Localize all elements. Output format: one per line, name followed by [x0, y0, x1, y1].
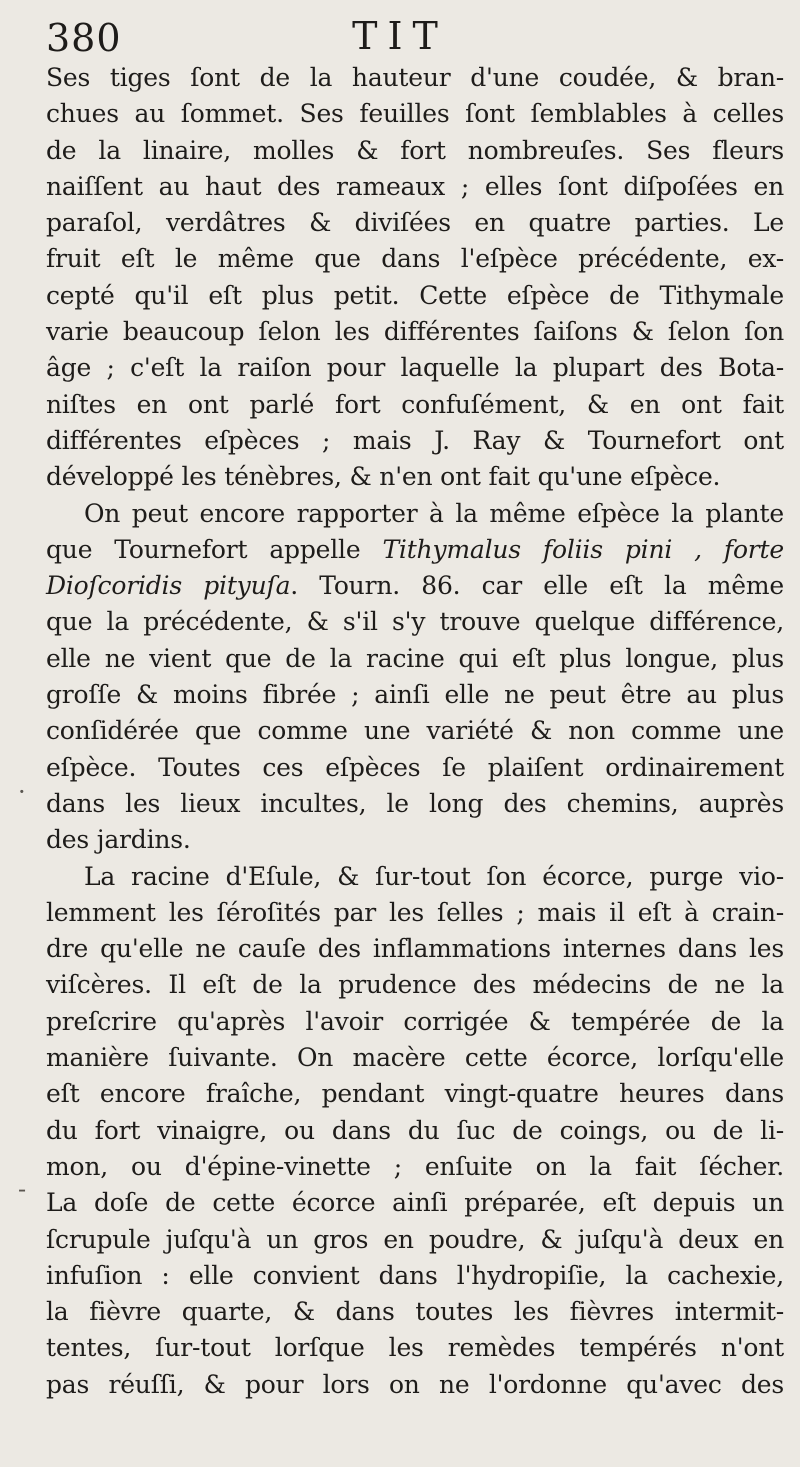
text-line: [46, 459, 784, 495]
text-segment: de la linaire, molles & fort nombreuſes. Ses fleurs: [46, 135, 784, 165]
text-line: [46, 1185, 784, 1221]
text-segment: La doſe de cette écorce ainſi préparée, eſt depuis un: [46, 1188, 784, 1218]
text-segment: ſcrupule juſqu'à un gros en poudre, & juſqu'à deux en: [46, 1224, 784, 1254]
text-line: [46, 677, 784, 713]
text-segment: des jardins.: [46, 825, 191, 855]
text-line: [46, 859, 784, 895]
text-line: [46, 1076, 784, 1112]
text-line: [46, 205, 784, 241]
text-line: [46, 1149, 784, 1185]
text-segment: naiſſent au haut des rameaux ; elles ſont diſpoſées en: [46, 171, 784, 201]
text-line: [46, 387, 784, 423]
text-segment: chues au ſommet. Ses feuilles ſont ſemblables à celles: [46, 99, 784, 129]
text-segment: conſidérée que comme une variété & non comme une: [46, 716, 784, 746]
text-line: [46, 1294, 784, 1330]
text-line: [46, 496, 784, 532]
text-line: [46, 241, 784, 277]
text-line: [46, 532, 784, 568]
text-line: [46, 604, 784, 640]
text-line: [46, 1040, 784, 1076]
margin-mark: -: [18, 1175, 27, 1203]
italic-latin-name: Dioſcoridis pityuſa: [46, 571, 291, 601]
text-segment: dans les lieux incultes, le long des chemins, auprès: [46, 788, 784, 818]
text-segment: développé les ténèbres, & n'en ont fait qu'une eſpèce.: [46, 462, 721, 492]
text-segment: manière ſuivante. On macère cette écorce, lorſqu'elle: [46, 1043, 784, 1073]
text-line: [46, 1113, 784, 1149]
text-line: [46, 1004, 784, 1040]
text-segment: On peut encore rapporter à la même eſpèce la plante: [84, 498, 784, 528]
text-segment: pas réuſſi, & pour lors on ne l'ordonne qu'avec des: [46, 1369, 784, 1399]
text-segment: varie beaucoup ſelon les différentes ſaiſons & ſelon ſon: [46, 317, 784, 347]
text-segment: âge ; c'eſt la raiſon pour laquelle la plupart des Bota-: [46, 353, 784, 383]
text-line: [46, 641, 784, 677]
text-line: [46, 350, 784, 386]
text-segment: dre qu'elle ne cauſe des inflammations internes dans les: [46, 934, 784, 964]
text-line: [46, 967, 784, 1003]
text-line: [46, 568, 784, 604]
italic-latin-name: Tithymalus foliis pini , forte: [382, 534, 784, 564]
text-line: [46, 750, 784, 786]
text-segment: elle ne vient que de la racine qui eſt plus longue, plus: [46, 643, 784, 673]
body-text: [46, 60, 784, 1403]
text-segment: Ses tiges ſont de la hauteur d'une coudée, & bran-: [46, 63, 784, 92]
text-segment: que Tournefort appelle: [46, 534, 383, 564]
text-line: [46, 314, 784, 350]
text-segment: tentes, ſur-tout lorſque les remèdes tempérés n'ont: [46, 1333, 784, 1363]
page-number: 380: [46, 16, 122, 60]
text-segment: eſpèce. Toutes ces eſpèces ſe plaiſent ordinairement: [46, 752, 784, 782]
text-line: [46, 1330, 784, 1366]
text-segment: fruit eſt le même que dans l'eſpèce précédente, ex-: [46, 244, 784, 274]
text-line: [46, 60, 784, 96]
text-line: [46, 133, 784, 169]
text-segment: mon, ou d'épine-vinette ; enſuite on la fait ſécher.: [46, 1151, 784, 1181]
text-line: [46, 423, 784, 459]
text-segment: paraſol, verdâtres & diviſées en quatre parties. Le: [46, 208, 784, 238]
text-line: [46, 713, 784, 749]
text-segment: infuſion : elle convient dans l'hydropiſie, la cachexie,: [46, 1260, 784, 1290]
text-segment: différentes eſpèces ; mais J. Ray & Tournefort ont: [46, 425, 784, 455]
text-line: [46, 96, 784, 132]
text-line: [46, 169, 784, 205]
text-segment: niſtes en ont parlé fort confuſément, & en ont fait: [46, 389, 784, 419]
text-line: [46, 786, 784, 822]
text-segment: lemment les ſéroſités par les ſelles ; mais il eſt à crain-: [46, 897, 784, 927]
text-segment: groſſe & moins fibrée ; ainſi elle ne peut être au plus: [46, 680, 784, 710]
text-segment: La racine d'Eſule, & ſur-tout ſon écorce, purge vio-: [84, 861, 784, 891]
text-segment: viſcères. Il eſt de la prudence des médecins de ne la: [46, 970, 784, 1000]
text-segment: cepté qu'il eſt plus petit. Cette eſpèce de Tithymale: [46, 280, 784, 310]
running-head: TIT: [352, 14, 448, 58]
page-header: [0, 8, 800, 60]
text-line: [46, 1222, 784, 1258]
text-line: [46, 1367, 784, 1403]
margin-mark: ·: [18, 778, 26, 806]
text-segment: du fort vinaigre, ou dans du ſuc de coings, ou de li-: [46, 1115, 784, 1145]
text-segment: que la précédente, & s'il s'y trouve quelque différence,: [46, 607, 784, 637]
text-line: [46, 822, 784, 858]
text-segment: eſt encore fraîche, pendant vingt-quatre heures dans: [46, 1079, 784, 1109]
text-line: [46, 1258, 784, 1294]
text-segment: preſcrire qu'après l'avoir corrigée & tempérée de la: [46, 1006, 784, 1036]
text-line: [46, 895, 784, 931]
text-line: [46, 931, 784, 967]
text-segment: la fièvre quarte, & dans toutes les fièvres intermit-: [46, 1297, 784, 1327]
text-line: [46, 278, 784, 314]
text-segment: . Tourn. 86. car elle eſt la même: [290, 571, 784, 601]
